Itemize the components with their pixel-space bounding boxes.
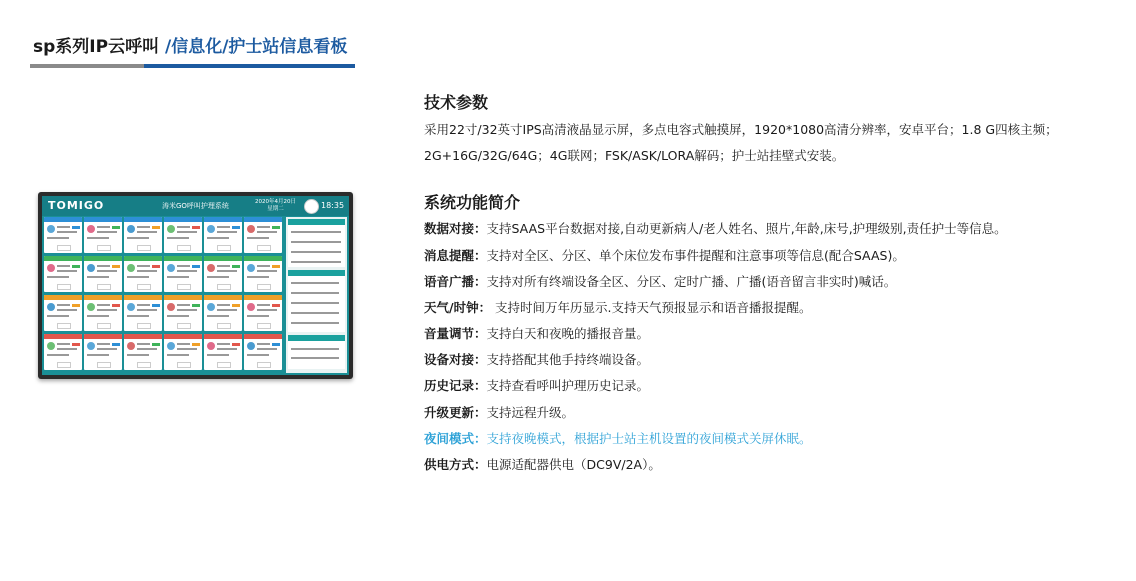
avatar (247, 264, 255, 272)
feature-text: 支持时间万年历显示.支持天气预报显示和语音播报提醒。 (491, 300, 812, 315)
feature-key: 历史记录： (424, 378, 487, 393)
feature-weather-clock (424, 298, 812, 316)
text-line (97, 348, 117, 350)
level-tag (272, 265, 280, 268)
avatar (47, 342, 55, 350)
text-line (177, 343, 190, 345)
bed-card (244, 217, 282, 253)
avatar (87, 264, 95, 272)
bed-card-header (124, 256, 162, 261)
card-button (177, 284, 191, 290)
text-line (167, 276, 189, 278)
page-header (33, 32, 347, 57)
text-line (137, 343, 150, 345)
card-button (177, 245, 191, 251)
avatar (47, 225, 55, 233)
card-button (257, 362, 271, 368)
text-line (97, 304, 110, 306)
bed-card-header (204, 256, 242, 261)
text-line (247, 315, 269, 317)
bed-card-header (44, 256, 82, 261)
level-tag (272, 343, 280, 346)
text-line (97, 265, 110, 267)
level-tag (232, 304, 240, 307)
level-tag (112, 226, 120, 229)
bed-card (124, 217, 162, 253)
bed-card (164, 217, 202, 253)
card-button (257, 323, 271, 329)
bed-card-header (44, 295, 82, 300)
text-line (97, 270, 117, 272)
bed-card-header (244, 217, 282, 222)
text-line (207, 276, 229, 278)
bed-card (204, 295, 242, 331)
level-tag (112, 304, 120, 307)
screen-logo: TOMIGO (48, 199, 105, 212)
text-line (257, 348, 277, 350)
bed-card-header (244, 256, 282, 261)
avatar (247, 303, 255, 311)
feature-text: 支持远程升级。 (486, 405, 575, 420)
feature-data-integration (424, 219, 1007, 237)
feature-key: 设备对接： (424, 352, 487, 367)
bed-card-header (84, 256, 122, 261)
text-line (217, 343, 230, 345)
text-line (217, 226, 230, 228)
level-tag (112, 265, 120, 268)
feature-text: 支持SAAS平台数据对接,自动更新病人/老人姓名、照片,年龄,床号,护理级别,责任护士等信息。 (486, 221, 1007, 236)
text-line (137, 348, 157, 350)
text-line (57, 226, 70, 228)
feature-power (424, 455, 661, 473)
level-tag (152, 343, 160, 346)
text-line (177, 270, 197, 272)
card-button (137, 362, 151, 368)
card-button (97, 284, 111, 290)
text-line (217, 270, 237, 272)
text-line (137, 265, 150, 267)
text-line (217, 304, 230, 306)
card-button (217, 245, 231, 251)
card-button (97, 323, 111, 329)
text-line (57, 231, 77, 233)
avatar (87, 225, 95, 233)
level-tag (232, 265, 240, 268)
feature-key: 升级更新： (424, 405, 487, 420)
feature-voice-broadcast (424, 272, 896, 290)
feature-text: 支持夜晚模式，根据护士站主机设置的夜间模式关屏休眠。 (486, 431, 812, 446)
bed-card (44, 256, 82, 292)
display-screen (42, 196, 349, 375)
text-line (137, 226, 150, 228)
bed-card (124, 295, 162, 331)
bed-card (244, 295, 282, 331)
bed-card-header (124, 217, 162, 222)
feature-key: 夜间模式： (424, 431, 487, 446)
bed-card (44, 217, 82, 253)
bed-card (84, 334, 122, 370)
side-row (291, 241, 341, 243)
bed-card-header (124, 295, 162, 300)
text-line (207, 237, 229, 239)
nurse-station-display-image (38, 192, 353, 379)
underline-blue (144, 64, 355, 68)
screen-time: 18:35 (321, 201, 345, 210)
side-stats-panel (288, 219, 345, 267)
side-notice-panel (288, 335, 345, 369)
text-line (87, 276, 109, 278)
feature-text: 支持对全区、分区、单个床位发布事件提醒和注意事项等信息(配合SAAS)。 (486, 248, 905, 263)
text-line (137, 270, 157, 272)
level-tag (192, 265, 200, 268)
avatar (247, 225, 255, 233)
text-line (217, 265, 230, 267)
header-title-category: /信息化/护士站信息看板 (165, 37, 348, 57)
card-button (217, 362, 231, 368)
text-line (47, 315, 69, 317)
feature-text: 支持搭配其他手持终端设备。 (486, 352, 650, 367)
text-line (217, 348, 237, 350)
bed-card (84, 295, 122, 331)
bed-card (244, 334, 282, 370)
feature-upgrade (424, 403, 574, 421)
text-line (207, 315, 229, 317)
bed-card (84, 256, 122, 292)
text-line (47, 354, 69, 356)
bed-card-header (164, 217, 202, 222)
feature-history (424, 376, 649, 394)
avatar (207, 225, 215, 233)
side-row (291, 251, 341, 253)
bed-card (244, 256, 282, 292)
text-line (97, 309, 117, 311)
bed-card-header (84, 334, 122, 339)
level-tag (72, 265, 80, 268)
avatar (167, 342, 175, 350)
bed-card-header (244, 295, 282, 300)
text-line (57, 265, 70, 267)
bed-card-header (44, 217, 82, 222)
feature-text: 支持白天和夜晚的播报音量。 (486, 326, 650, 341)
bed-card (124, 334, 162, 370)
text-line (177, 226, 190, 228)
avatar (127, 264, 135, 272)
text-line (217, 309, 237, 311)
avatar (207, 303, 215, 311)
bed-card-header (124, 334, 162, 339)
side-row (291, 261, 341, 263)
avatar (87, 342, 95, 350)
feature-text: 支持对所有终端设备全区、分区、定时广播、广播(语音留言非实时)喊话。 (486, 274, 897, 289)
text-line (167, 315, 189, 317)
text-line (257, 265, 270, 267)
tech-heading: 技术参数 (424, 93, 489, 112)
screen-date: 2020年4月20日 (255, 199, 296, 205)
bed-card-header (204, 295, 242, 300)
text-line (257, 304, 270, 306)
avatar (127, 225, 135, 233)
text-line (87, 354, 109, 356)
card-button (97, 362, 111, 368)
text-line (127, 354, 149, 356)
text-line (257, 231, 277, 233)
level-tag (192, 343, 200, 346)
text-line (247, 237, 269, 239)
tech-line-1: 采用22寸/32英寸IPS高清液晶显示屏，多点电容式触摸屏，1920*1080高清分辨率，安卓平台；1.8 G四核主频； (424, 122, 1058, 137)
text-line (127, 276, 149, 278)
side-panel-header (288, 335, 345, 341)
card-button (177, 362, 191, 368)
bed-card (204, 217, 242, 253)
card-button (57, 362, 71, 368)
bed-card (164, 256, 202, 292)
side-row (291, 348, 339, 350)
bed-card (44, 295, 82, 331)
text-line (177, 309, 197, 311)
screen-weekday: 星期二 (267, 206, 284, 212)
level-tag (152, 265, 160, 268)
feature-key: 供电方式： (424, 457, 487, 472)
feature-key: 语音广播： (424, 274, 487, 289)
feature-volume (424, 324, 649, 342)
avatar (167, 225, 175, 233)
card-button (137, 284, 151, 290)
bed-card (164, 295, 202, 331)
feature-night-mode (424, 429, 812, 447)
avatar (47, 264, 55, 272)
side-row (291, 312, 339, 314)
bed-card (44, 334, 82, 370)
text-line (97, 231, 117, 233)
bed-card-header (244, 334, 282, 339)
text-line (217, 231, 237, 233)
bed-card-header (164, 256, 202, 261)
functions-heading: 系统功能简介 (424, 193, 521, 212)
avatar (47, 303, 55, 311)
text-line (257, 309, 277, 311)
side-row (291, 231, 341, 233)
card-button (137, 245, 151, 251)
feature-device-pairing (424, 350, 649, 368)
card-button (217, 323, 231, 329)
bed-card (204, 334, 242, 370)
text-line (57, 343, 70, 345)
level-tag (112, 343, 120, 346)
feature-text: 支持查看呼叫护理历史记录。 (486, 378, 650, 393)
level-tag (72, 226, 80, 229)
card-button (177, 323, 191, 329)
text-line (87, 315, 109, 317)
avatar (127, 303, 135, 311)
screen-title: 涛米GO呼叫护理系统 (162, 202, 229, 210)
text-line (247, 276, 269, 278)
feature-key: 消息提醒： (424, 248, 487, 263)
text-line (137, 304, 150, 306)
text-line (57, 270, 77, 272)
text-line (137, 231, 157, 233)
level-tag (232, 226, 240, 229)
text-line (57, 309, 77, 311)
text-line (247, 354, 269, 356)
bed-card-header (164, 295, 202, 300)
clock-icon (304, 199, 319, 214)
bed-card (84, 217, 122, 253)
card-button (57, 323, 71, 329)
feature-key: 数据对接： (424, 221, 487, 236)
text-line (47, 237, 69, 239)
card-button (257, 284, 271, 290)
feature-key: 音量调节： (424, 326, 487, 341)
text-line (167, 237, 189, 239)
side-panel-header (288, 219, 345, 225)
text-line (257, 343, 270, 345)
bed-card-header (44, 334, 82, 339)
level-tag (152, 226, 160, 229)
card-button (257, 245, 271, 251)
side-call-log-panel (288, 270, 345, 332)
feature-message-reminder (424, 246, 905, 264)
level-tag (72, 343, 80, 346)
card-button (217, 284, 231, 290)
bed-card-header (204, 334, 242, 339)
level-tag (272, 226, 280, 229)
text-line (97, 343, 110, 345)
text-line (207, 354, 229, 356)
text-line (177, 348, 197, 350)
bed-card-grid (44, 217, 284, 373)
level-tag (192, 304, 200, 307)
bed-card (164, 334, 202, 370)
text-line (167, 354, 189, 356)
avatar (247, 342, 255, 350)
card-button (97, 245, 111, 251)
text-line (87, 237, 109, 239)
level-tag (152, 304, 160, 307)
feature-key: 天气/时钟： (424, 300, 492, 315)
side-row (291, 282, 339, 284)
screen-side-panel (286, 217, 347, 373)
card-button (137, 323, 151, 329)
text-line (177, 304, 190, 306)
card-button (57, 245, 71, 251)
level-tag (192, 226, 200, 229)
text-line (127, 315, 149, 317)
bed-card-header (84, 295, 122, 300)
side-panel-header (288, 270, 345, 276)
bed-card-header (204, 217, 242, 222)
bed-card-header (164, 334, 202, 339)
text-line (57, 348, 77, 350)
text-line (47, 276, 69, 278)
avatar (167, 264, 175, 272)
header-underline (30, 64, 355, 68)
underline-gray (30, 64, 144, 68)
text-line (127, 237, 149, 239)
side-row (291, 322, 339, 324)
feature-text: 电源适配器供电（DC9V/2A）。 (486, 457, 661, 472)
bed-card-header (84, 217, 122, 222)
side-row (291, 302, 339, 304)
text-line (97, 226, 110, 228)
screen-topbar (42, 196, 349, 216)
text-line (137, 309, 157, 311)
text-line (177, 265, 190, 267)
side-row (291, 292, 339, 294)
level-tag (72, 304, 80, 307)
bed-card (124, 256, 162, 292)
text-line (257, 270, 277, 272)
text-line (57, 304, 70, 306)
level-tag (232, 343, 240, 346)
screen-date-block (255, 199, 296, 213)
avatar (207, 264, 215, 272)
bed-card (204, 256, 242, 292)
side-row (291, 357, 339, 359)
avatar (167, 303, 175, 311)
avatar (127, 342, 135, 350)
text-line (177, 231, 197, 233)
avatar (207, 342, 215, 350)
tech-line-2: 2G+16G/32G/64G；4G联网；FSK/ASK/LORA解码；护士站挂壁式安装。 (424, 148, 845, 163)
level-tag (272, 304, 280, 307)
header-title-product: sp系列IP云呼叫 (33, 37, 160, 57)
text-line (257, 226, 270, 228)
card-button (57, 284, 71, 290)
avatar (87, 303, 95, 311)
